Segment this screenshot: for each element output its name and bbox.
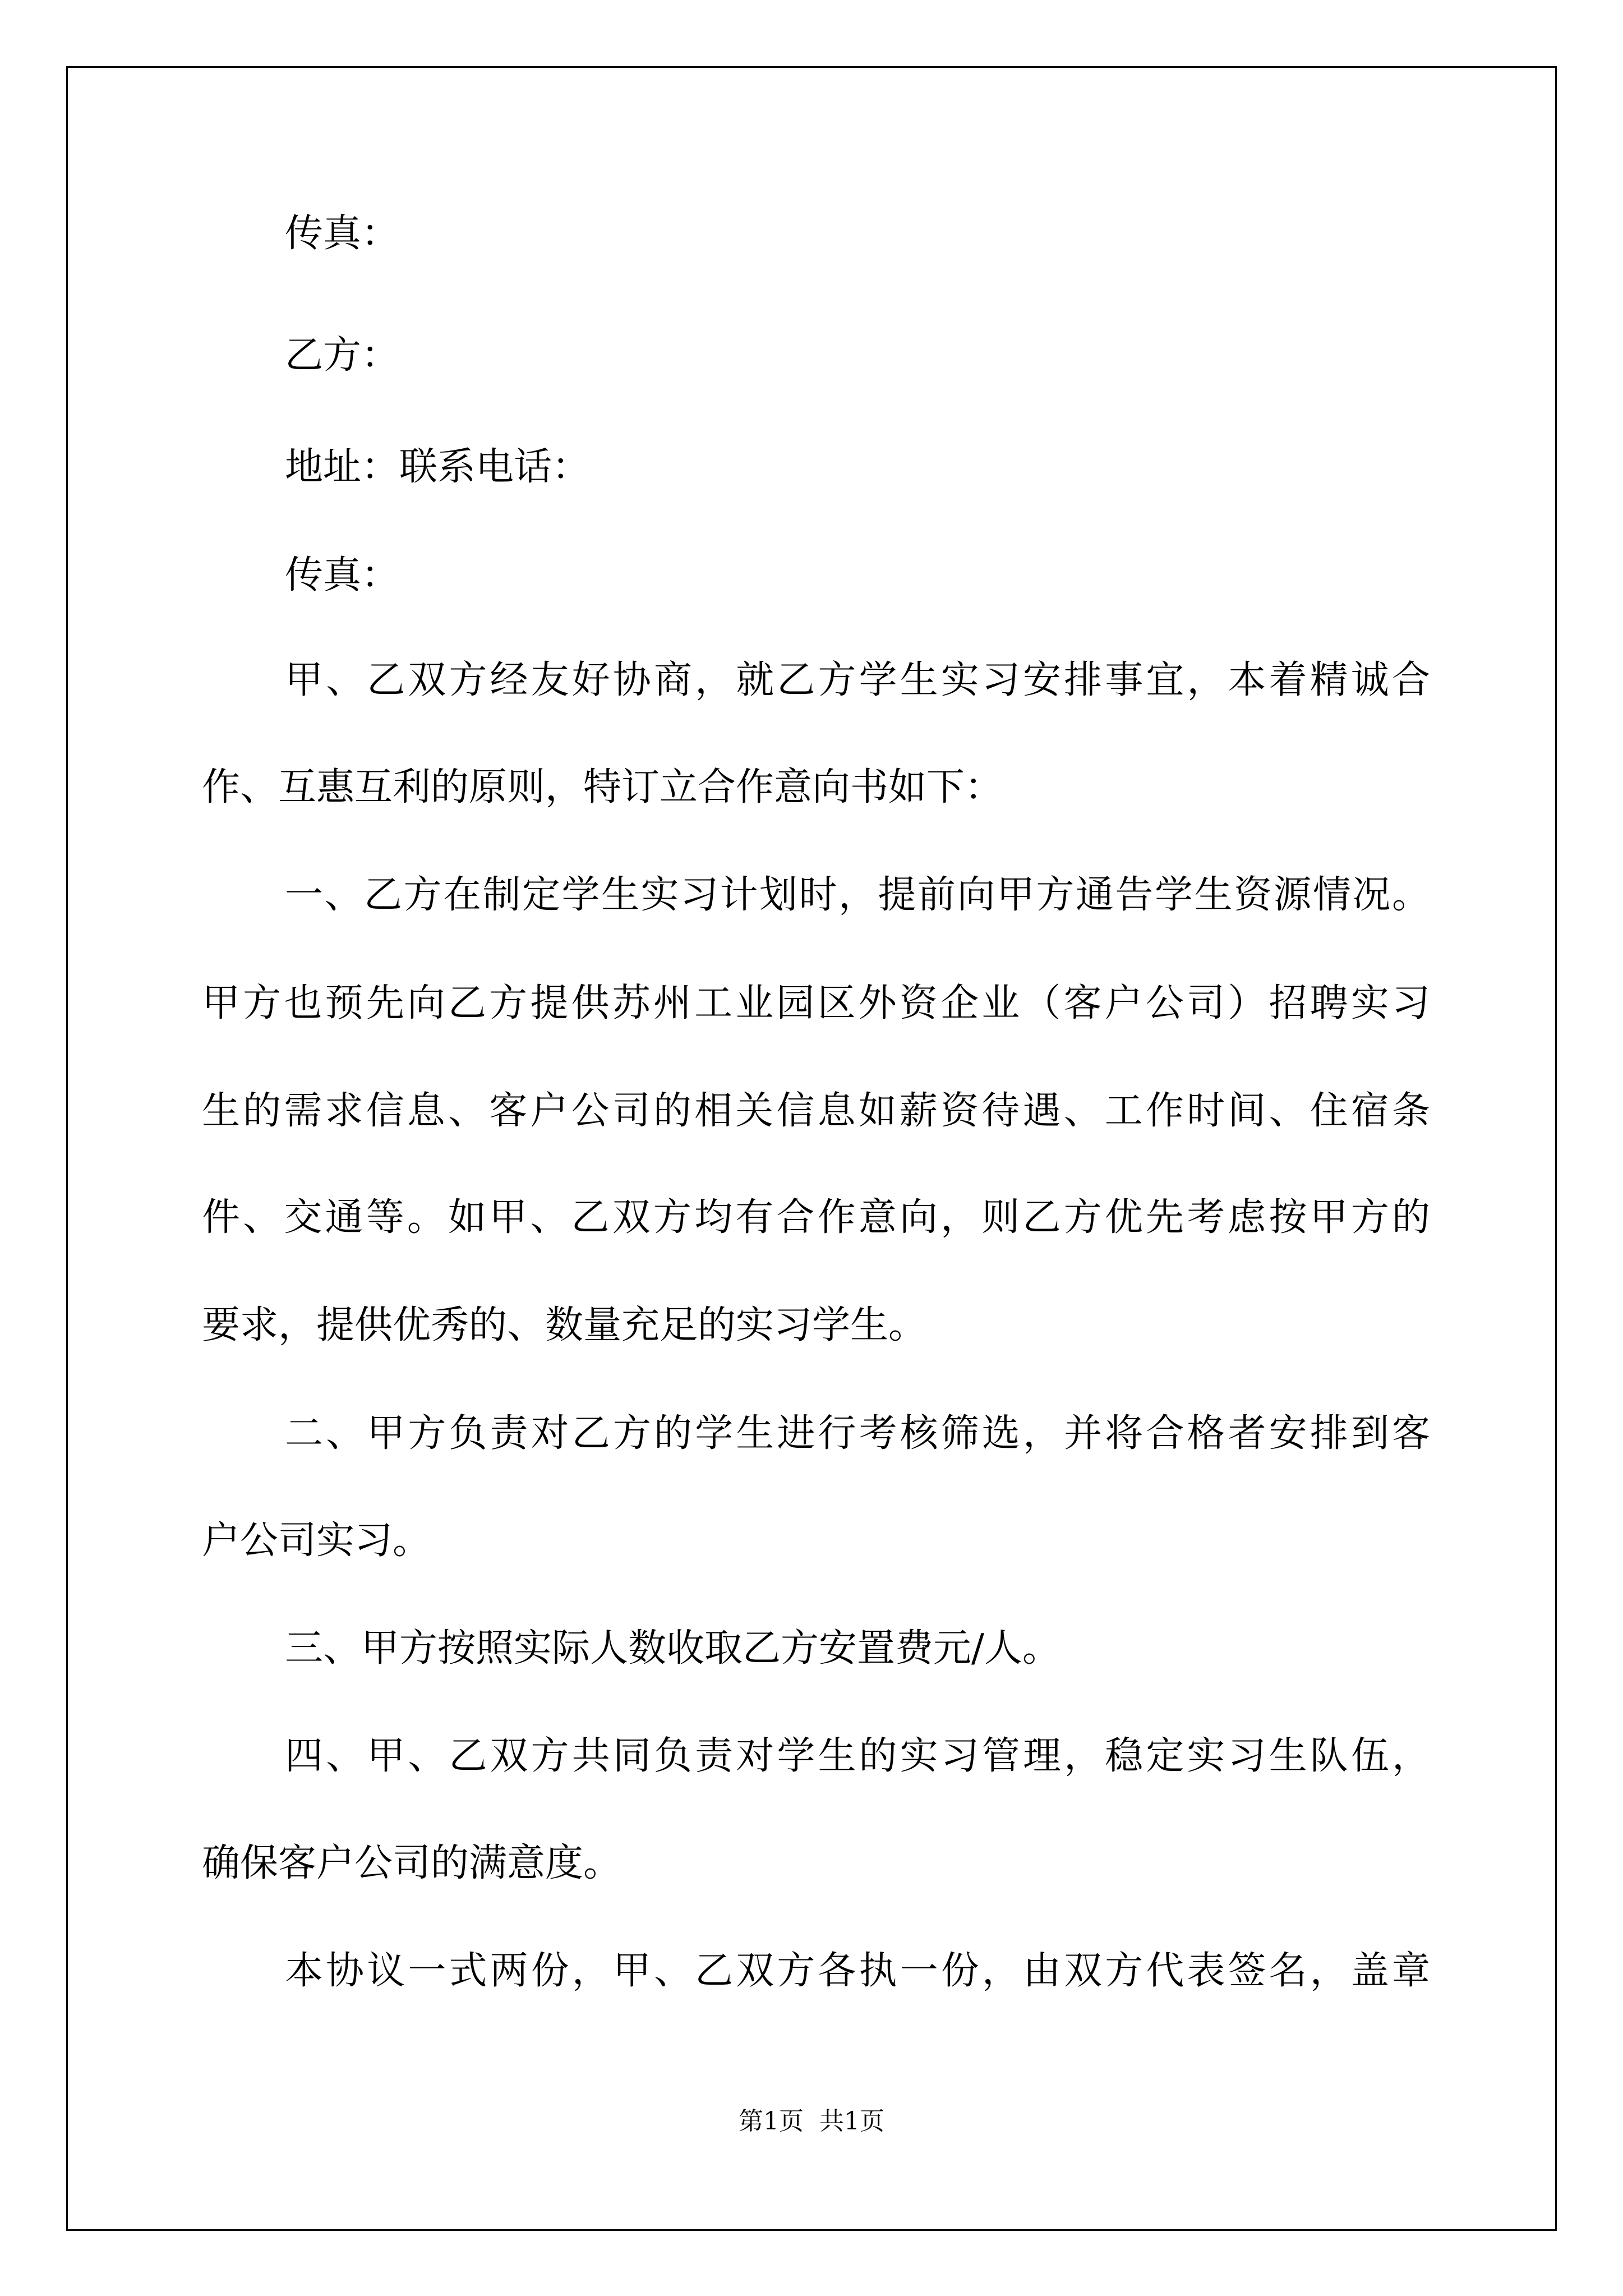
fax-line-2: 传真： <box>285 553 400 597</box>
party-b-line: 乙方： <box>285 333 400 378</box>
fax-line-1: 传真： <box>285 211 400 256</box>
clause-1-line-1: 一、乙方在制定学生实习计划时，提前向甲方通告学生资源情况。 <box>285 873 1430 917</box>
clause-1-line-5: 要求，提供优秀的、数量充足的实习学生。 <box>202 1303 927 1347</box>
clause-1-line-4: 件、交通等。如甲、乙双方均有合作意向，则乙方优先考虑按甲方的 <box>202 1195 1430 1240</box>
clause-1-line-3: 生的需求信息、客户公司的相关信息如薪资待遇、工作时间、住宿条 <box>202 1089 1430 1133</box>
paragraph-intro-line-1: 甲、乙双方经友好协商，就乙方学生实习安排事宜，本着精诚合 <box>285 658 1430 702</box>
clause-1-line-2: 甲方也预先向乙方提供苏州工业园区外资企业（客户公司）招聘实习 <box>202 981 1430 1025</box>
clause-2-line-2: 户公司实习。 <box>202 1519 431 1563</box>
clause-4-line-1: 四、甲、乙双方共同负责对学生的实习管理，稳定实习生队伍， <box>285 1734 1430 1778</box>
clause-2-line-1: 二、甲方负责对乙方的学生进行考核筛选，并将合格者安排到客 <box>285 1411 1430 1456</box>
page-footer <box>0 2101 1623 2137</box>
page-total: 共1页 <box>819 2107 884 2136</box>
address-phone-line: 地址：联系电话： <box>285 445 591 489</box>
closing-line: 本协议一式两份，甲、乙双方各执一份，由双方代表签名，盖章 <box>285 1949 1430 1993</box>
clause-3-line: 三、甲方按照实际人数收取乙方安置费元/人。 <box>285 1626 1061 1671</box>
page-number: 第1页 <box>739 2107 804 2136</box>
page-border <box>66 66 1557 2231</box>
clause-4-line-2: 确保客户公司的满意度。 <box>202 1841 622 1885</box>
paragraph-intro-line-2: 作、互惠互利的原则，特订立合作意向书如下： <box>202 765 1003 809</box>
